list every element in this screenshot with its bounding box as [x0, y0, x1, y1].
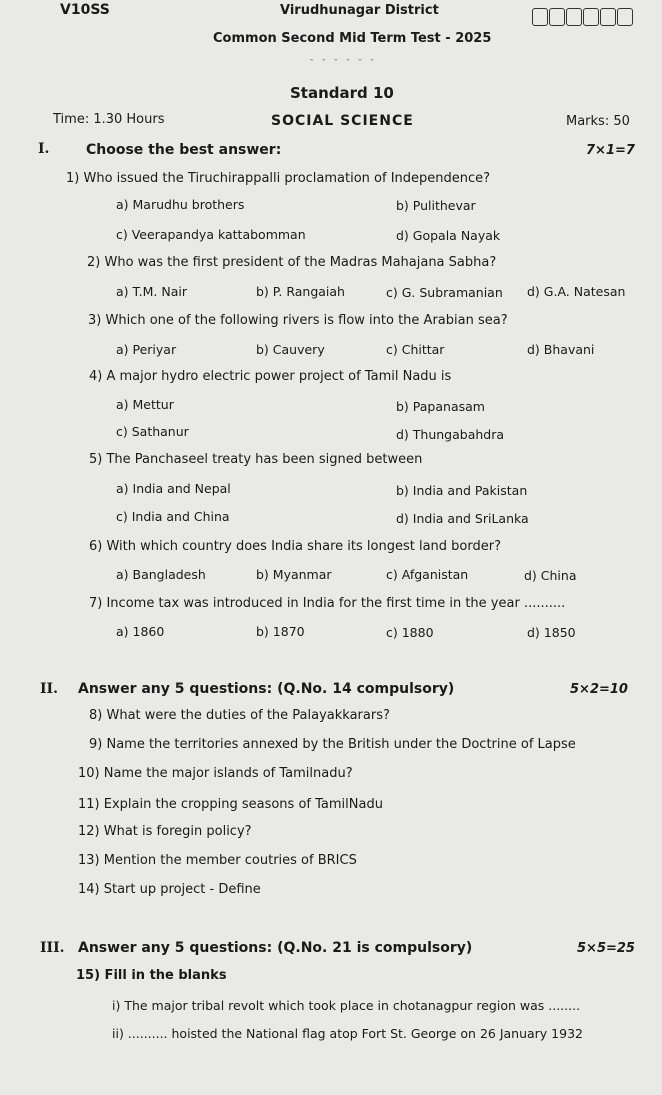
- question-15-i: i) The major tribal revolt which took place in chotanagpur region was ........: [112, 998, 581, 1013]
- section-3-number: III.: [40, 940, 65, 956]
- question-12: 12) What is foregin policy?: [78, 824, 252, 839]
- question-3: 3) Which one of the following rivers is flow into the Arabian sea?: [88, 313, 508, 328]
- option-3d: d) Bhavani: [527, 342, 595, 357]
- question-2: 2) Who was the first president of the Madras Mahajana Sabha?: [87, 255, 497, 270]
- question-6: 6) With which country does India share its longest land border?: [89, 539, 501, 554]
- option-6c: c) Afganistan: [386, 567, 469, 582]
- separator: - - - - - -: [310, 55, 377, 65]
- option-4a: a) Mettur: [116, 397, 174, 412]
- section-1-score: 7×1=7: [586, 143, 635, 158]
- option-7b: b) 1870: [256, 624, 305, 639]
- option-2d: d) G.A. Natesan: [527, 284, 626, 299]
- marks-label: Marks: 50: [566, 114, 630, 129]
- question-7: 7) Income tax was introduced in India for the first time in the year ..........: [89, 596, 566, 611]
- question-4: 4) A major hydro electric power project of Tamil Nadu is: [89, 369, 452, 384]
- question-10: 10) Name the major islands of Tamilnadu?: [78, 766, 353, 781]
- question-11: 11) Explain the cropping seasons of TamilNadu: [78, 797, 383, 812]
- time-label: Time: 1.30 Hours: [53, 112, 165, 127]
- option-6a: a) Bangladesh: [116, 567, 206, 582]
- district-title: Virudhunagar District: [280, 3, 439, 18]
- option-2a: a) T.M. Nair: [116, 284, 187, 299]
- option-4d: d) Thungabahdra: [396, 427, 505, 442]
- section-1-title: Choose the best answer:: [86, 142, 282, 158]
- standard-label: Standard 10: [290, 84, 394, 102]
- option-5a: a) India and Nepal: [116, 481, 231, 496]
- section-1-number: I.: [38, 141, 50, 157]
- option-5d: d) India and SriLanka: [396, 511, 529, 526]
- option-4b: b) Papanasam: [396, 399, 485, 414]
- option-1d: d) Gopala Nayak: [396, 228, 501, 243]
- option-2b: b) P. Rangaiah: [256, 284, 345, 299]
- option-4c: c) Sathanur: [116, 424, 189, 439]
- question-13: 13) Mention the member coutries of BRICS: [78, 853, 357, 868]
- option-5b: b) India and Pakistan: [396, 483, 528, 498]
- option-7a: a) 1860: [116, 624, 165, 639]
- section-2-number: II.: [40, 681, 58, 697]
- exam-code: V10SS: [60, 2, 110, 18]
- option-6d: d) China: [524, 568, 577, 583]
- section-3-score: 5×5=25: [577, 941, 635, 956]
- option-6b: b) Myanmar: [256, 567, 332, 582]
- question-5: 5) The Panchaseel treaty has been signed between: [89, 452, 423, 467]
- question-15: 15) Fill in the blanks: [76, 968, 227, 983]
- section-2-score: 5×2=10: [570, 682, 628, 697]
- question-14: 14) Start up project - Define: [78, 882, 261, 897]
- question-15-ii: ii) .......... hoisted the National flag atop Fort St. George on 26 January 1932: [112, 1026, 583, 1041]
- option-5c: c) India and China: [116, 509, 230, 524]
- question-8: 8) What were the duties of the Palayakkarars?: [89, 708, 390, 723]
- option-2c: c) G. Subramanian: [386, 285, 503, 300]
- option-3a: a) Periyar: [116, 342, 177, 357]
- section-3-title: Answer any 5 questions: (Q.No. 21 is compulsory): [78, 940, 473, 956]
- option-3c: c) Chittar: [386, 342, 445, 357]
- option-7d: d) 1850: [527, 625, 576, 640]
- option-1b: b) Pulithevar: [396, 198, 476, 213]
- option-1c: c) Veerapandya kattabomman: [116, 227, 306, 242]
- question-9: 9) Name the territories annexed by the British under the Doctrine of Lapse: [89, 737, 576, 752]
- question-1: 1) Who issued the Tiruchirappalli proclamation of Independence?: [66, 171, 491, 186]
- register-number-boxes: [532, 8, 634, 26]
- option-3b: b) Cauvery: [256, 342, 325, 357]
- option-7c: c) 1880: [386, 625, 434, 640]
- test-title: Common Second Mid Term Test - 2025: [213, 31, 492, 46]
- section-2-title: Answer any 5 questions: (Q.No. 14 compulsory): [78, 681, 455, 697]
- subject-title: SOCIAL SCIENCE: [271, 113, 414, 129]
- option-1a: a) Marudhu brothers: [116, 197, 245, 212]
